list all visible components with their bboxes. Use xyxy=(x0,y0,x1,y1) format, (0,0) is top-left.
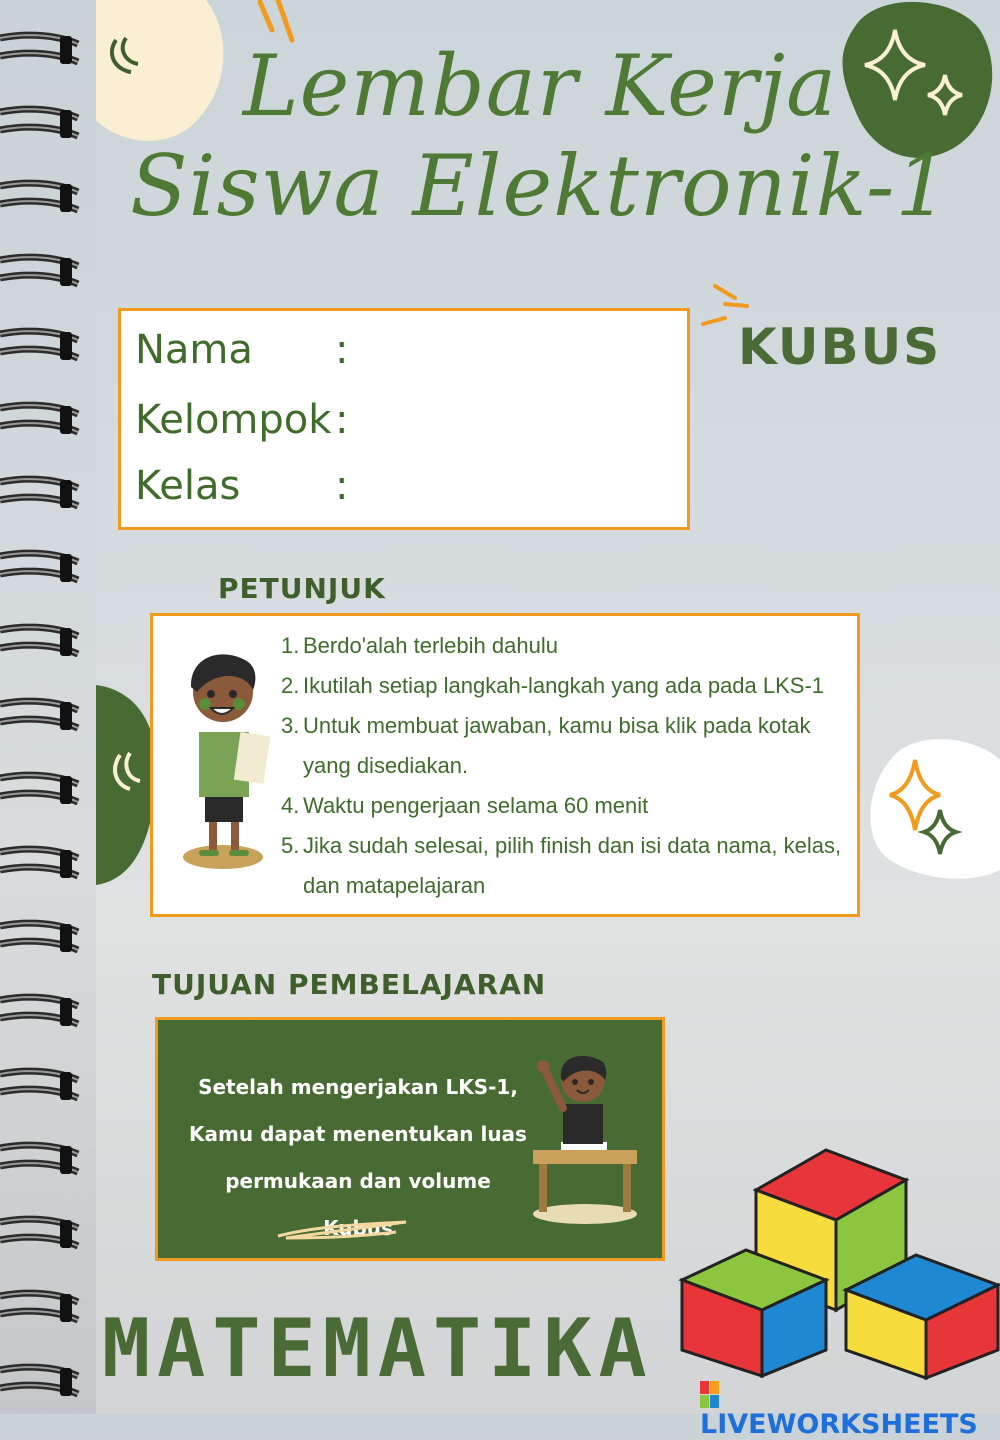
binding-ring xyxy=(0,622,100,662)
identity-label-group: Kelompok xyxy=(135,397,332,443)
binding-ring xyxy=(0,696,100,736)
instruction-item: 2. Ikutilah setiap langkah-langkah yang ada pada LKS-1 xyxy=(281,673,825,698)
binding-ring xyxy=(0,104,100,144)
identity-colon: : xyxy=(335,327,349,373)
title-line-1: Lembar Kerja xyxy=(242,37,838,135)
binding-ring xyxy=(0,992,100,1032)
binding-ring xyxy=(0,326,100,366)
liveworksheets-logo xyxy=(700,1378,1000,1440)
binding-ring xyxy=(0,918,100,958)
identity-colon: : xyxy=(335,397,349,443)
identity-row-group xyxy=(135,397,349,443)
binding-ring xyxy=(0,844,100,884)
goal-line: Setelah mengerjakan LKS-1, xyxy=(198,1075,518,1099)
page-title xyxy=(90,36,990,236)
student-at-desk-illustration xyxy=(523,1046,648,1226)
goal-line: permukaan dan volume Kubus xyxy=(225,1169,491,1240)
stacked-cubes-illustration xyxy=(676,1140,1000,1380)
instruction-item: 3. Untuk membuat jawaban, kamu bisa klik pada kotak yang disediakan. xyxy=(281,713,811,778)
binding-ring xyxy=(0,1214,100,1254)
instructions-list xyxy=(281,626,846,906)
binding-ring xyxy=(0,1362,100,1402)
identity-colon: : xyxy=(335,463,349,509)
live-badge-icon xyxy=(700,1381,720,1409)
binding-ring xyxy=(0,1140,100,1180)
goals-heading: TUJUAN PEMBELAJARAN xyxy=(152,968,547,1001)
binding-ring xyxy=(0,770,100,810)
instructions-box xyxy=(150,613,860,917)
binding-ring xyxy=(0,548,100,588)
identity-row-class xyxy=(135,463,349,509)
binding-ring xyxy=(0,252,100,292)
goals-box xyxy=(155,1017,665,1261)
binding-ring xyxy=(0,30,100,70)
boy-holding-paper-illustration xyxy=(175,642,270,872)
goal-line: Kamu dapat menentukan luas xyxy=(189,1122,527,1146)
subject-title: MATEMATIKA xyxy=(102,1302,654,1395)
identity-label-class: Kelas xyxy=(135,463,241,509)
identity-box xyxy=(118,308,690,530)
white-cloud-right xyxy=(860,730,1000,880)
instruction-item: 4. Waktu pengerjaan selama 60 menit xyxy=(281,793,649,818)
title-line-2: Siswa Elektronik-1 xyxy=(130,137,950,235)
binding-ring xyxy=(0,474,100,514)
binding-ring xyxy=(0,1066,100,1106)
topic-title: KUBUS xyxy=(738,318,942,376)
binding-ring xyxy=(0,1288,100,1328)
binding-ring xyxy=(0,400,100,440)
binding-ring xyxy=(0,178,100,218)
brand-name: LIVEWORKSHEETS xyxy=(700,1409,978,1440)
instructions-heading: PETUNJUK xyxy=(218,572,386,605)
identity-label-name: Nama xyxy=(135,327,253,373)
instruction-item: 5. Jika sudah selesai, pilih finish dan isi data nama, kelas, dan matapelajaran xyxy=(281,833,842,898)
instruction-item: 1. Berdo'alah terlebih dahulu xyxy=(281,633,558,658)
identity-row-name xyxy=(135,327,349,373)
chalk-squiggle xyxy=(276,1216,416,1246)
